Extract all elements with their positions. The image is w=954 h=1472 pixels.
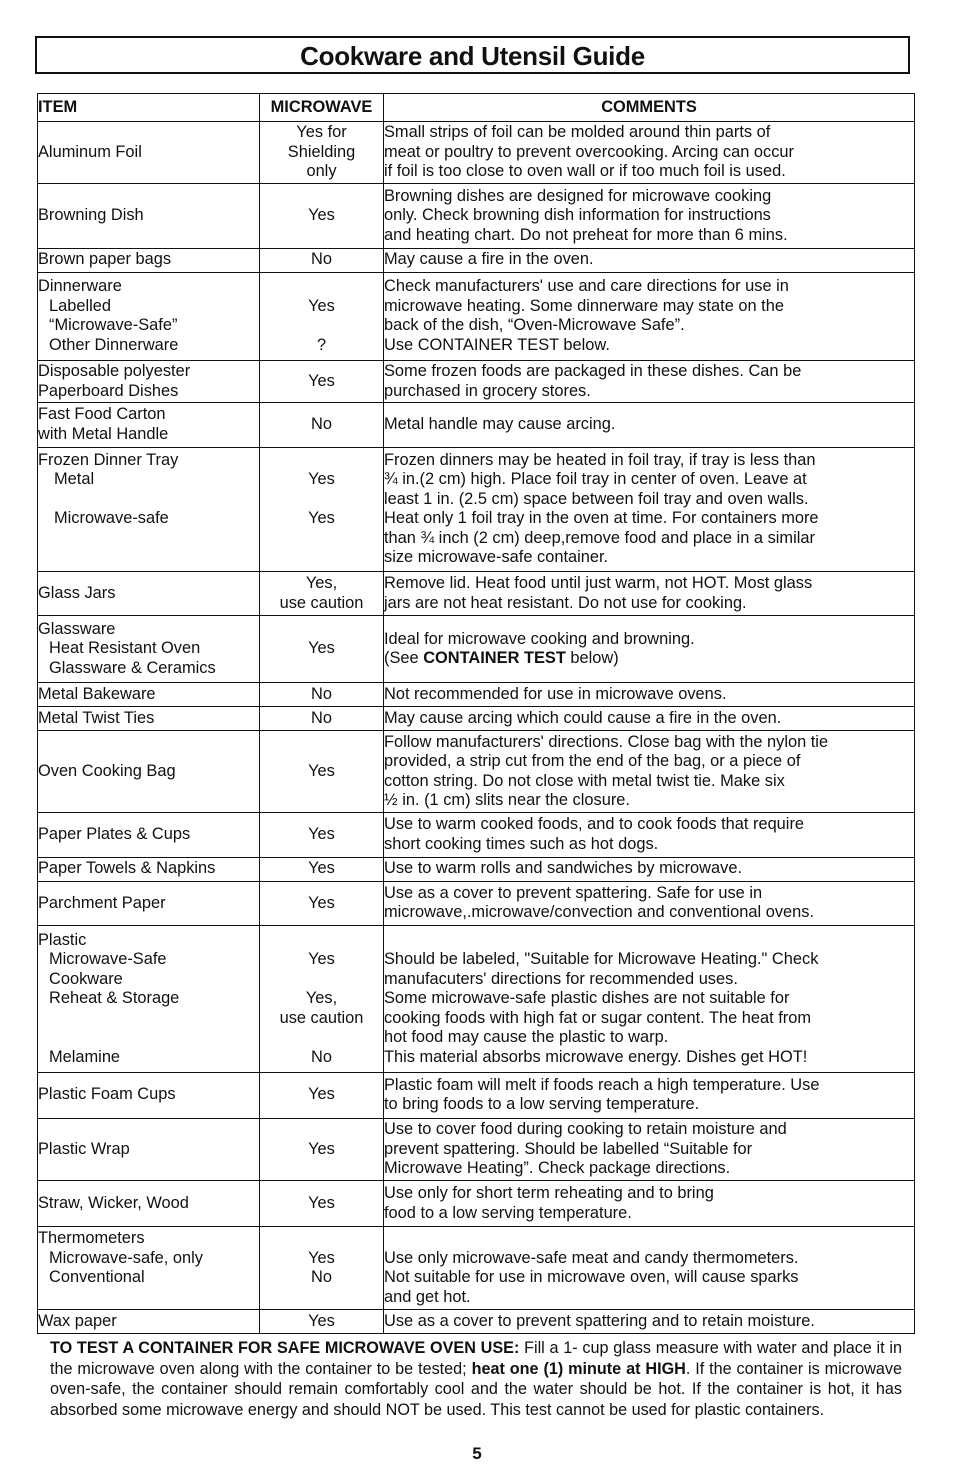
comments-cell: Use as a cover to prevent spattering. Safe for use in microwave,.microwave/convection and conventional ovens. [384,881,915,925]
table-row [38,1309,915,1333]
table-row [38,403,915,447]
item-cell: Frozen Dinner Tray Metal Microwave-safe [38,447,260,572]
table-row [38,1181,915,1227]
microwave-cell: Yes [260,361,384,403]
microwave-cell: Yes [260,881,384,925]
item-cell: Wax paper [38,1309,260,1333]
table-header-row [38,94,915,122]
comments-cell: Check manufacturers' use and care directions for use in microwave heating. Some dinnerware may state on the back of the dish, “Oven-Microwave Safe”. Use CONTAINER TEST below. [384,272,915,360]
item-cell: Oven Cooking Bag [38,730,260,812]
table-row [38,682,915,706]
comments-cell: Browning dishes are designed for microwave cooking only. Check browning dish information for instructions and heating chart. Do not preheat for more than 6 mins. [384,184,915,248]
comments-cell: May cause a fire in the oven. [384,248,915,272]
table-row [38,122,915,184]
microwave-cell: Yes Yes [260,447,384,572]
container-test-heading: TO TEST A CONTAINER FOR SAFE MICROWAVE OVEN USE: [50,1339,520,1357]
item-cell: Parchment Paper [38,881,260,925]
cookware-table [37,93,915,1334]
comments-cell: Should be labeled, "Suitable for Microwave Heating." Check manufacuters' directions for recommended uses. Some microwave-safe plastic dishes are not suitable for cooking foods with high fat or sugar content. The heat from hot food may cause the plastic to warp. This material absorbs microwave energy. Dishes get HOT! [384,925,915,1072]
comments-cell: Metal handle may cause arcing. [384,403,915,447]
item-cell: Straw, Wicker, Wood [38,1181,260,1227]
table-row [38,1227,915,1309]
page-title: Cookware and Utensil Guide [300,41,645,71]
comments-cell: Use to cover food during cooking to retain moisture and prevent spattering. Should be labelled “Suitable for Microwave Heating”. Check package directions. [384,1118,915,1180]
header-microwave: MICROWAVE [260,94,384,122]
comments-cell: Plastic foam will melt if foods reach a high temperature. Use to bring foods to a low serving temperature. [384,1072,915,1118]
item-cell: Disposable polyester Paperboard Dishes [38,361,260,403]
comments-cell: Use to warm rolls and sandwiches by microwave. [384,857,915,881]
table-row [38,730,915,812]
container-test-instructions [50,1338,902,1420]
microwave-cell: Yes No [260,1227,384,1309]
item-cell: Aluminum Foil [38,122,260,184]
item-cell: Dinnerware Labelled “Microwave-Safe” Other Dinnerware [38,272,260,360]
table-row [38,857,915,881]
comments-cell: May cause arcing which could cause a fire in the oven. [384,706,915,730]
table-row [38,706,915,730]
item-cell: Paper Towels & Napkins [38,857,260,881]
item-cell: Glassware Heat Resistant Oven Glassware & Ceramics [38,616,260,682]
item-cell: Paper Plates & Cups [38,813,260,857]
comments-cell: Use as a cover to prevent spattering and to retain moisture. [384,1309,915,1333]
microwave-cell: No [260,706,384,730]
comments-cell: Remove lid. Heat food until just warm, not HOT. Most glass jars are not heat resistant. Do not use for cooking. [384,572,915,616]
table-row [38,1072,915,1118]
table-row [38,616,915,682]
microwave-cell: Yes [260,813,384,857]
item-cell: Thermometers Microwave-safe, only Conventional [38,1227,260,1309]
item-cell: Browning Dish [38,184,260,248]
table-row [38,1118,915,1180]
table-row [38,881,915,925]
microwave-cell: Yes [260,730,384,812]
microwave-cell: No [260,682,384,706]
microwave-cell: Yes for Shielding only [260,122,384,184]
item-cell: Metal Twist Ties [38,706,260,730]
comments-cell: Follow manufacturers' directions. Close bag with the nylon tie provided, a strip cut from the end of the bag, or a piece of cotton string. Do not close with metal twist tie. Make six ½ in. (1 cm) slits near the closure. [384,730,915,812]
item-cell: Fast Food Carton with Metal Handle [38,403,260,447]
container-test-text-1: Fill a 1- cup glass measure with water and place it in the microwave oven along with the container to be tested; [50,1339,902,1378]
table-row [38,572,915,616]
comments-cell: Use only for short term reheating and to bring food to a low serving temperature. [384,1181,915,1227]
microwave-cell: Yes [260,1181,384,1227]
title-box [35,36,910,74]
microwave-cell: Yes Yes, use caution No [260,925,384,1072]
table-row [38,361,915,403]
item-cell: Plastic Microwave-Safe Cookware Reheat & Storage Melamine [38,925,260,1072]
item-cell: Plastic Foam Cups [38,1072,260,1118]
comments-cell: Not recommended for use in microwave ovens. [384,682,915,706]
microwave-cell: Yes [260,616,384,682]
item-cell: Brown paper bags [38,248,260,272]
microwave-cell: Yes [260,857,384,881]
comments-cell: Some frozen foods are packaged in these dishes. Can be purchased in grocery stores. [384,361,915,403]
microwave-cell: Yes ? [260,272,384,360]
table-row [38,272,915,360]
table-row [38,447,915,572]
item-cell: Metal Bakeware [38,682,260,706]
microwave-cell: Yes [260,184,384,248]
table-row [38,184,915,248]
item-cell: Plastic Wrap [38,1118,260,1180]
microwave-cell: No [260,248,384,272]
header-comments: COMMENTS [384,94,915,122]
table-row [38,925,915,1072]
header-item: ITEM [38,94,260,122]
table-row [38,813,915,857]
table-row [38,248,915,272]
comments-cell: Small strips of foil can be molded around thin parts of meat or poultry to prevent overcooking. Arcing can occur if foil is too close to oven wall or if too much foil is used. [384,122,915,184]
microwave-cell: Yes, use caution [260,572,384,616]
microwave-cell: Yes [260,1072,384,1118]
comments-cell: Frozen dinners may be heated in foil tray, if tray is less than ¾ in.(2 cm) high. Place foil tray in center of oven. Leave at least 1 in. (2.5 cm) space between foil tray and oven walls. Heat only 1 foil tray in the oven at time. For containers more than ¾ inch (2 cm) deep,remove food and place in a similar size microwave-safe container. [384,447,915,572]
comments-cell: Use only microwave-safe meat and candy thermometers. Not suitable for use in microwave oven, will cause sparks and get hot. [384,1227,915,1309]
page-number: 5 [472,1444,482,1463]
microwave-cell: No [260,403,384,447]
microwave-cell: Yes [260,1118,384,1180]
microwave-cell: Yes [260,1309,384,1333]
container-test-emphasis: heat one (1) minute at HIGH [471,1359,686,1378]
comments-cell: Ideal for microwave cooking and browning. (See CONTAINER TEST below) [384,616,915,682]
item-cell: Glass Jars [38,572,260,616]
comments-cell: Use to warm cooked foods, and to cook foods that require short cooking times such as hot dogs. [384,813,915,857]
container-test-text-2: . If the container is microwave oven-safe, the container should remain comfortably cool and the water should be hot. If the container is hot, it has absorbed some microwave energy and should NOT be used. This test cannot be used for plastic containers. [50,1359,902,1419]
